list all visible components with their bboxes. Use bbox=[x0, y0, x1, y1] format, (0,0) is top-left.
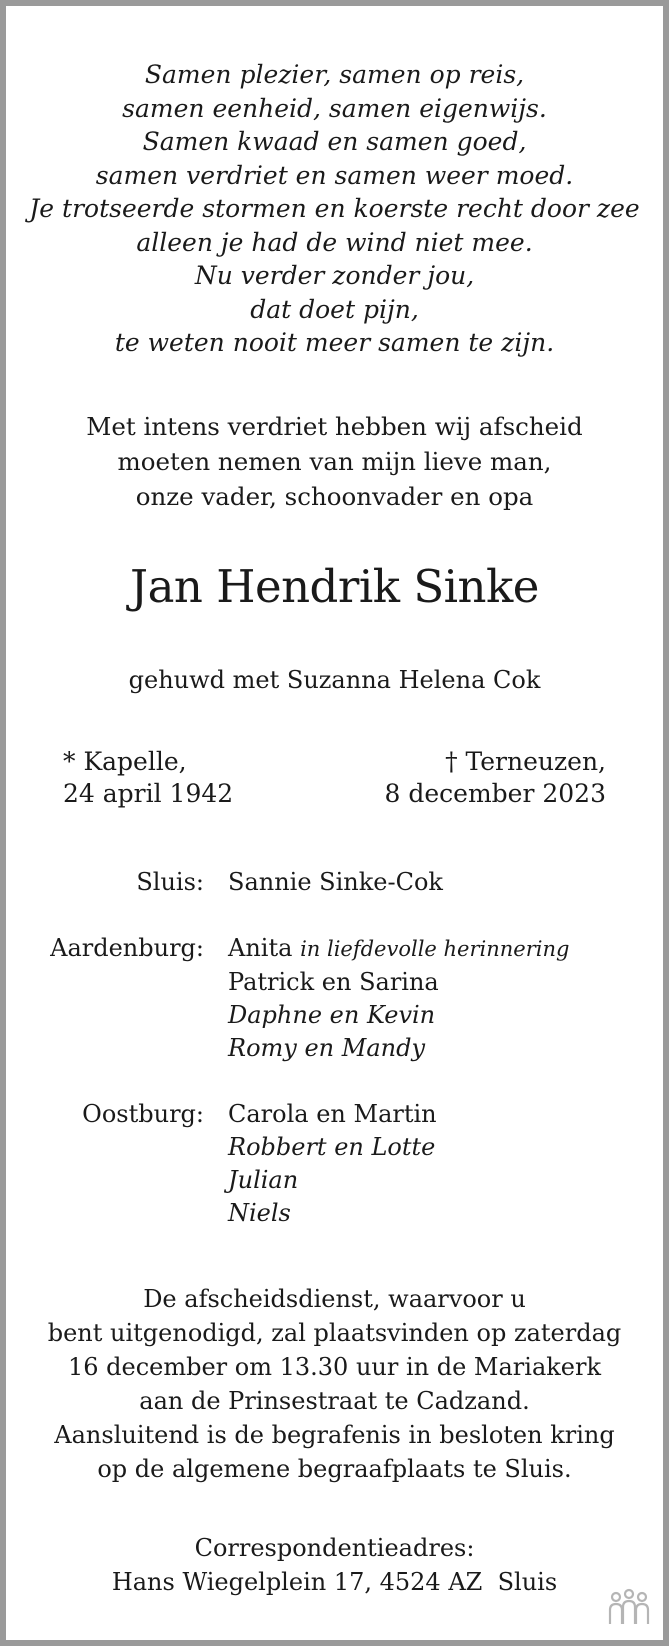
family-list bbox=[6, 866, 669, 1263]
correspondence-value: Hans Wiegelplein 17, 4524 AZ Sluis bbox=[111, 1568, 558, 1596]
grandchild: Julian bbox=[228, 1166, 299, 1194]
poem-line: alleen je had de wind niet mee. bbox=[136, 227, 533, 257]
intro-line: onze vader, schoonvader en opa bbox=[135, 482, 534, 511]
grandchild: Romy en Mandy bbox=[228, 1034, 426, 1062]
family-member: Carola en Martin bbox=[228, 1100, 437, 1128]
death-date: 8 december 2023 bbox=[384, 779, 606, 808]
deceased-name: Jan Hendrik Sinke bbox=[130, 560, 539, 613]
family-group-sluis bbox=[6, 866, 669, 899]
intro-line: Met intens verdriet hebben wij afscheid bbox=[86, 412, 583, 441]
spouse-line: gehuwd met Suzanna Helena Cok bbox=[128, 666, 541, 694]
family-group-aardenburg bbox=[6, 932, 669, 1065]
family-place: Aardenburg: bbox=[50, 934, 204, 962]
poem-line: samen verdriet en samen weer moed. bbox=[95, 160, 574, 190]
birth-info bbox=[63, 746, 233, 810]
poem-line: Samen plezier, samen op reis, bbox=[144, 60, 525, 89]
service-line: aan de Prinsestraat te Cadzand. bbox=[139, 1387, 530, 1415]
family-member-name: Anita bbox=[228, 934, 293, 962]
people-group-icon bbox=[607, 1588, 651, 1628]
service-details bbox=[12, 1282, 657, 1486]
service-line: 16 december om 13.30 uur in de Mariakerk bbox=[67, 1353, 602, 1381]
family-members bbox=[228, 1098, 669, 1230]
service-line: De afscheidsdienst, waarvoor u bbox=[143, 1285, 526, 1313]
poem-line: Je trotseerde stormen en koerste recht door zee bbox=[29, 194, 640, 223]
grandchild: Daphne en Kevin bbox=[228, 1001, 436, 1029]
service-line: Aansluitend is de begrafenis in besloten kring bbox=[54, 1421, 615, 1449]
service-line: op de algemene begraafplaats te Sluis. bbox=[97, 1455, 572, 1483]
grandchild: Niels bbox=[228, 1199, 291, 1227]
poem bbox=[12, 58, 657, 360]
memorial-note: in liefdevolle herinnering bbox=[300, 937, 570, 961]
family-member bbox=[228, 932, 669, 966]
family-member: Sannie Sinke-Cok bbox=[228, 868, 443, 896]
birth-date: 24 april 1942 bbox=[63, 779, 234, 808]
family-place: Sluis: bbox=[136, 868, 204, 896]
poem-line: Nu verder zonder jou, bbox=[194, 261, 475, 290]
birth-place: * Kapelle, bbox=[63, 747, 187, 776]
family-member: Patrick en Sarina bbox=[228, 968, 439, 996]
death-place: † Terneuzen, bbox=[445, 747, 606, 776]
family-group-oostburg bbox=[6, 1098, 669, 1230]
poem-line: dat doet pijn, bbox=[250, 294, 419, 324]
correspondence-label: Correspondentieadres: bbox=[194, 1534, 475, 1562]
poem-line: samen eenheid, samen eigenwijs. bbox=[122, 93, 547, 123]
family-members bbox=[228, 932, 669, 1065]
correspondence-address bbox=[12, 1531, 657, 1599]
family-members bbox=[228, 866, 669, 899]
intro-text bbox=[12, 409, 657, 514]
family-place: Oostburg: bbox=[82, 1100, 204, 1128]
grandchild: Robbert en Lotte bbox=[228, 1133, 436, 1161]
death-info bbox=[385, 746, 606, 810]
poem-line: Samen kwaad en samen goed, bbox=[142, 127, 527, 156]
service-line: bent uitgenodigd, zal plaatsvinden op zaterdag bbox=[47, 1319, 622, 1347]
poem-line: te weten nooit meer samen te zijn. bbox=[114, 328, 555, 357]
intro-line: moeten nemen van mijn lieve man, bbox=[117, 447, 552, 476]
